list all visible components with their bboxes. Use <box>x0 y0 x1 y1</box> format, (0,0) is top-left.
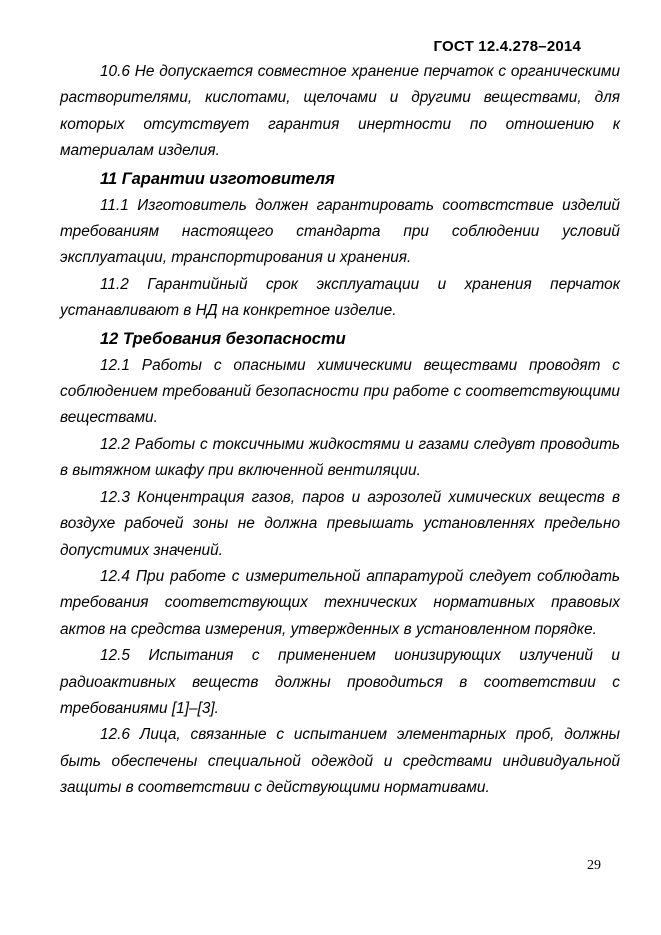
paragraph-12-3: 12.3 Концентрация газов, паров и аэрозолей химических веществ в воздухе рабочей зоны не должна превышать установленнях предельно допустимих значений. <box>60 488 620 559</box>
page-number: 29 <box>587 858 601 873</box>
page-content <box>60 59 620 802</box>
paragraph-12-2: 12.2 Работы с токсичными жидкостями и газами следувт проводить в вытяжном шкафу при включенной вентиляции. <box>60 435 620 480</box>
paragraph-11-2: 11.2 Гарантийный срок эксплуатации и хранения перчаток устанавливают в НД на конкретное изделие. <box>60 275 620 320</box>
paragraph-11-1: 11.1 Изготовитель должен гарантировать соотвстствие изделий требованиям настоящего стандарта при соблюдении условий эксплуатации, транспортирования и хранения. <box>60 196 620 267</box>
paragraph-10-6: 10.6 Не допускается совместное хранение перчаток с органическими растворителями, кислотами, щелочами и другими веществами, для которых отсутствует гарантия инертности по отношению к материалам изделия. <box>60 63 620 160</box>
section-11-heading: 11 Гарантии изготовителя <box>100 169 335 188</box>
paragraph-12-6: 12.6 Лица, связанные с испытанием элементарных проб, должны быть обеспечены специальной одеждой и средствами индивидуальной защиты в соответствии с действующими нормативами. <box>60 726 620 797</box>
document-code: ГОСТ 12.4.278–2014 <box>433 38 581 55</box>
section-12-heading: 12 Требования безопасности <box>100 329 346 348</box>
paragraph-12-4: 12.4 При работе с измерительной аппаратурой следует соблюдать требования соответствующих технических нормативных правовых актов на средства измерения, утвержденных в установленном порядке. <box>60 567 620 638</box>
paragraph-12-1: 12.1 Работы с опасными химическими веществами проводят с соблюдением требований безопасности при работе с соответствующими веществами. <box>60 356 620 427</box>
paragraph-12-5: 12.5 Испытания с применением ионизирующих излучений и радиоактивных веществ должны проводиться в соответствии с требованиями [1]–[3]. <box>60 647 620 717</box>
